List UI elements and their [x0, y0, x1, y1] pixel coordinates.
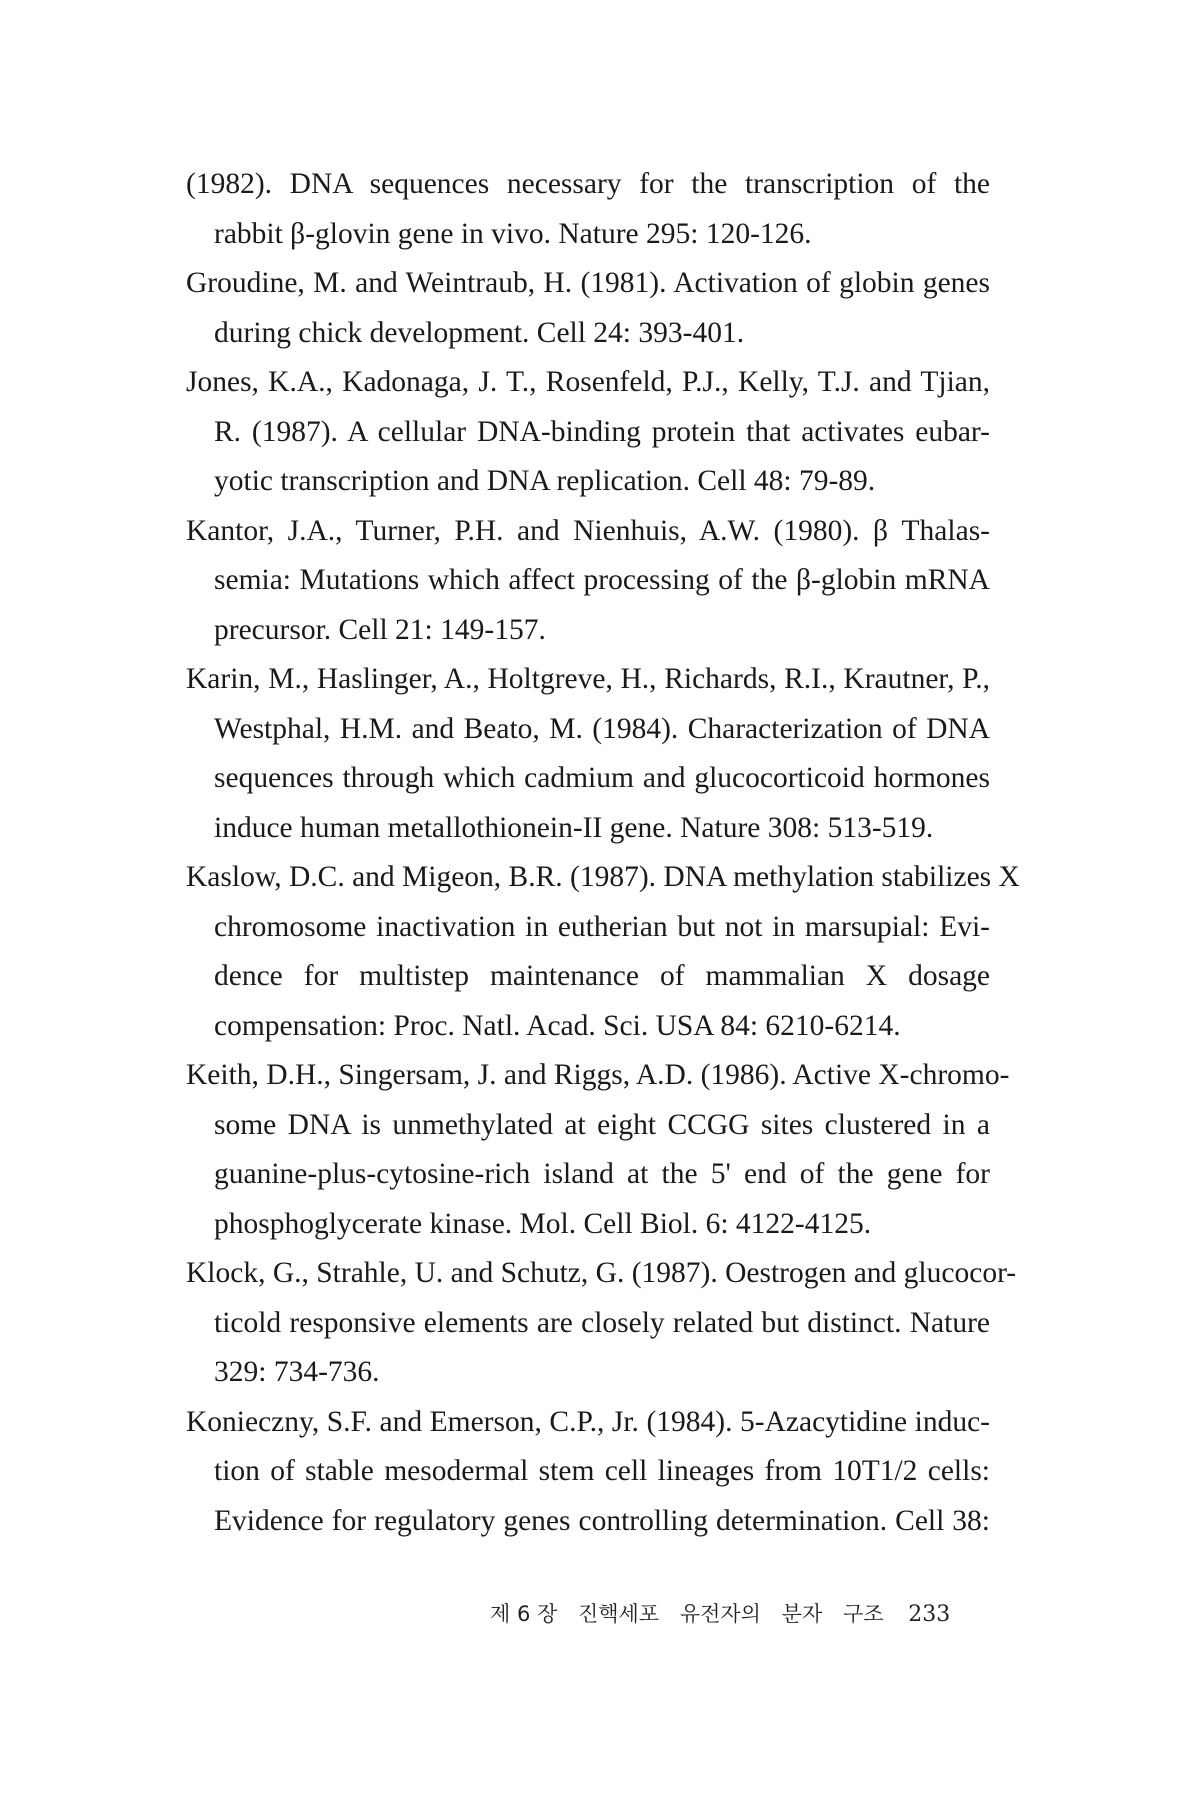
footer-chapter: 제 6 장: [490, 1602, 558, 1626]
reference-line: Westphal, H.M. and Beato, M. (1984). Characterization of DNA: [214, 712, 990, 745]
reference-entry: [186, 507, 990, 656]
reference-line: phosphoglycerate kinase. Mol. Cell Biol. 6: 4122-4125.: [214, 1207, 872, 1240]
reference-line: chromosome inactivation in eutherian but not in marsupial: Evi-: [214, 910, 990, 943]
reference-line: Jones, K.A., Kadonaga, J. T., Rosenfeld, P.J., Kelly, T.J. and Tjian,: [186, 366, 990, 398]
reference-line: precursor. Cell 21: 149-157.: [214, 613, 546, 646]
reference-line: (1982). DNA sequences necessary for the transcription of the: [186, 168, 990, 200]
reference-line: Evidence for regulatory genes controlling determination. Cell 38:: [214, 1504, 990, 1537]
reference-line: R. (1987). A cellular DNA-binding protein that activates eubar-: [214, 415, 990, 448]
reference-line: compensation: Proc. Natl. Acad. Sci. USA 84: 6210-6214.: [214, 1009, 901, 1042]
reference-line: yotic transcription and DNA replication. Cell 48: 79-89.: [214, 465, 876, 497]
reference-line: rabbit β-glovin gene in vivo. Nature 295: 120-126.: [214, 217, 812, 250]
reference-entry: [186, 655, 990, 853]
reference-line: dence for multistep maintenance of mammalian X dosage: [214, 960, 990, 992]
reference-line: sequences through which cadmium and glucocorticoid hormones: [214, 762, 990, 794]
reference-line: Kantor, J.A., Turner, P.H. and Nienhuis, A.W. (1980). β Thalas-: [186, 514, 990, 547]
footer-title-word: 유전자의: [679, 1602, 761, 1626]
reference-list: [186, 160, 1020, 1546]
reference-line: tion of stable mesodermal stem cell lineages from 10T1/2 cells:: [214, 1455, 990, 1487]
reference-line: some DNA is unmethylated at eight CCGG sites clustered in a: [214, 1108, 990, 1141]
reference-line: induce human metallothionein-II gene. Nature 308: 513-519.: [214, 811, 934, 844]
reference-line: Keith, D.H., Singersam, J. and Riggs, A.D. (1986). Active X-chromo-: [186, 1059, 1010, 1091]
reference-line: semia: Mutations which affect processing of the β-globin mRNA: [214, 564, 990, 596]
reference-line: 329: 734-736.: [214, 1356, 380, 1388]
reference-entry: [186, 1051, 1010, 1249]
footer-title-word: 분자: [781, 1602, 823, 1626]
page-number: 233: [908, 1602, 951, 1627]
reference-line: Konieczny, S.F. and Emerson, C.P., Jr. (1984). 5-Azacytidine induc-: [186, 1405, 990, 1438]
reference-line: Groudine, M. and Weintraub, H. (1981). Activation of globin genes: [186, 267, 990, 299]
footer-title-word: 구조: [842, 1602, 884, 1626]
reference-entry: [186, 358, 990, 507]
reference-entry: [186, 1249, 1017, 1398]
reference-line: Kaslow, D.C. and Migeon, B.R. (1987). DNA methylation stabilizes X: [186, 861, 1020, 893]
reference-line: ticold responsive elements are closely related but distinct. Nature: [214, 1306, 990, 1339]
reference-line: guanine-plus-cytosine-rich island at the 5' end of the gene for: [214, 1158, 990, 1190]
reference-entry: [186, 853, 1020, 1051]
reference-line: Klock, G., Strahle, U. and Schutz, G. (1987). Oestrogen and glucocor-: [186, 1257, 1017, 1289]
reference-entry: [186, 1398, 990, 1547]
footer-title-word: 진핵세포: [577, 1602, 660, 1626]
running-footer: [490, 1598, 964, 1628]
reference-line: during chick development. Cell 24: 393-401.: [214, 316, 745, 349]
reference-line: Karin, M., Haslinger, A., Holtgreve, H., Richards, R.I., Krautner, P.,: [186, 663, 990, 695]
reference-entry: [186, 160, 990, 259]
reference-entry: [186, 259, 990, 358]
